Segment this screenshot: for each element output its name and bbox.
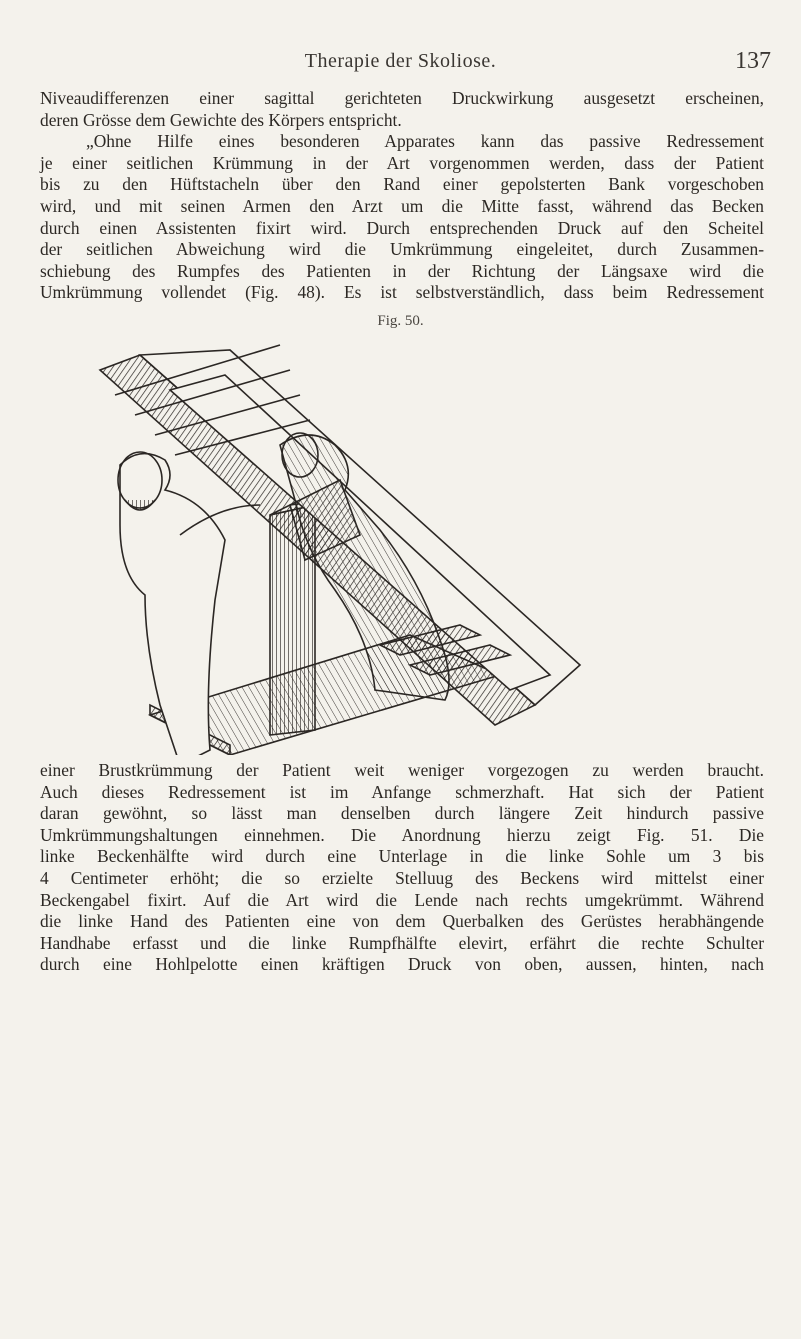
text-line: daran gewöhnt, so lässt man denselben durch längere Zeit hindurch passive [40, 803, 764, 824]
text-line: 4 Centimeter erhöht; die so erzielte Stelluug des Beckens wird mittelst einer [40, 867, 764, 888]
figure-caption: Fig. 50. [377, 313, 424, 329]
figure-engraving [80, 335, 590, 755]
text-line: schiebung des Rumpfes des Patienten in der Richtung der Längsaxe wird die [40, 260, 764, 281]
text-line: Handhabe erfasst und die linke Rumpfhälfte elevirt, erfährt die rechte Schulter [40, 932, 764, 953]
text-line: der seitlichen Abweichung wird die Umkrümmung eingeleitet, durch Zusammen- [40, 239, 764, 260]
paragraph-top [40, 88, 764, 304]
text-line: Beckengabel fixirt. Auf die Art wird die Lende nach rechts umgekrümmt. Während [40, 889, 764, 910]
text-line: Umkrümmungshaltungen einnehmen. Die Anordnung hierzu zeigt Fig. 51. Die [40, 824, 764, 845]
text-line: einer Brustkrümmung der Patient weit weniger vorgezogen zu werden braucht. [40, 760, 764, 780]
text-line: die linke Hand des Patienten eine von dem Querbalken des Gerüstes herabhängende [40, 911, 764, 932]
running-title: Therapie der Skoliose. [304, 50, 497, 72]
text-line: Niveaudifferenzen einer sagittal gerichteten Druckwirkung ausgesetzt erscheinen, [40, 88, 764, 108]
text-line: bis zu den Hüftstacheln über den Rand einer gepolsterten Bank vorgeschoben [40, 174, 764, 195]
text-line: deren Grösse dem Gewichte des Körpers entspricht. [40, 109, 402, 130]
engraving-illustration [80, 335, 590, 755]
text-line: linke Beckenhälfte wird durch eine Unterlage in die linke Sohle um 3 bis [40, 846, 764, 867]
text-line: je einer seitlichen Krümmung in der Art vorgenommen werden, dass der Patient [40, 152, 764, 173]
paragraph-bottom [40, 760, 764, 976]
text-line: durch eine Hohlpelotte einen kräftigen Druck von oben, aussen, hinten, nach [40, 954, 764, 975]
text-line: Auch dieses Redressement ist im Anfange schmerzhaft. Hat sich der Patient [40, 781, 764, 802]
text-line: „Ohne Hilfe eines besonderen Apparates kann das passive Redressement [86, 131, 764, 152]
text-line: Umkrümmung vollendet (Fig. 48). Es ist selbstverständlich, dass beim Redressement [40, 282, 764, 303]
text-line: durch einen Assistenten fixirt wird. Durch entsprechenden Druck auf den Scheitel [40, 217, 764, 238]
text-line: wird, und mit seinen Armen den Arzt um die Mitte fasst, während das Becken [40, 195, 764, 216]
running-header [0, 50, 801, 80]
page-number: 137 [735, 48, 771, 74]
